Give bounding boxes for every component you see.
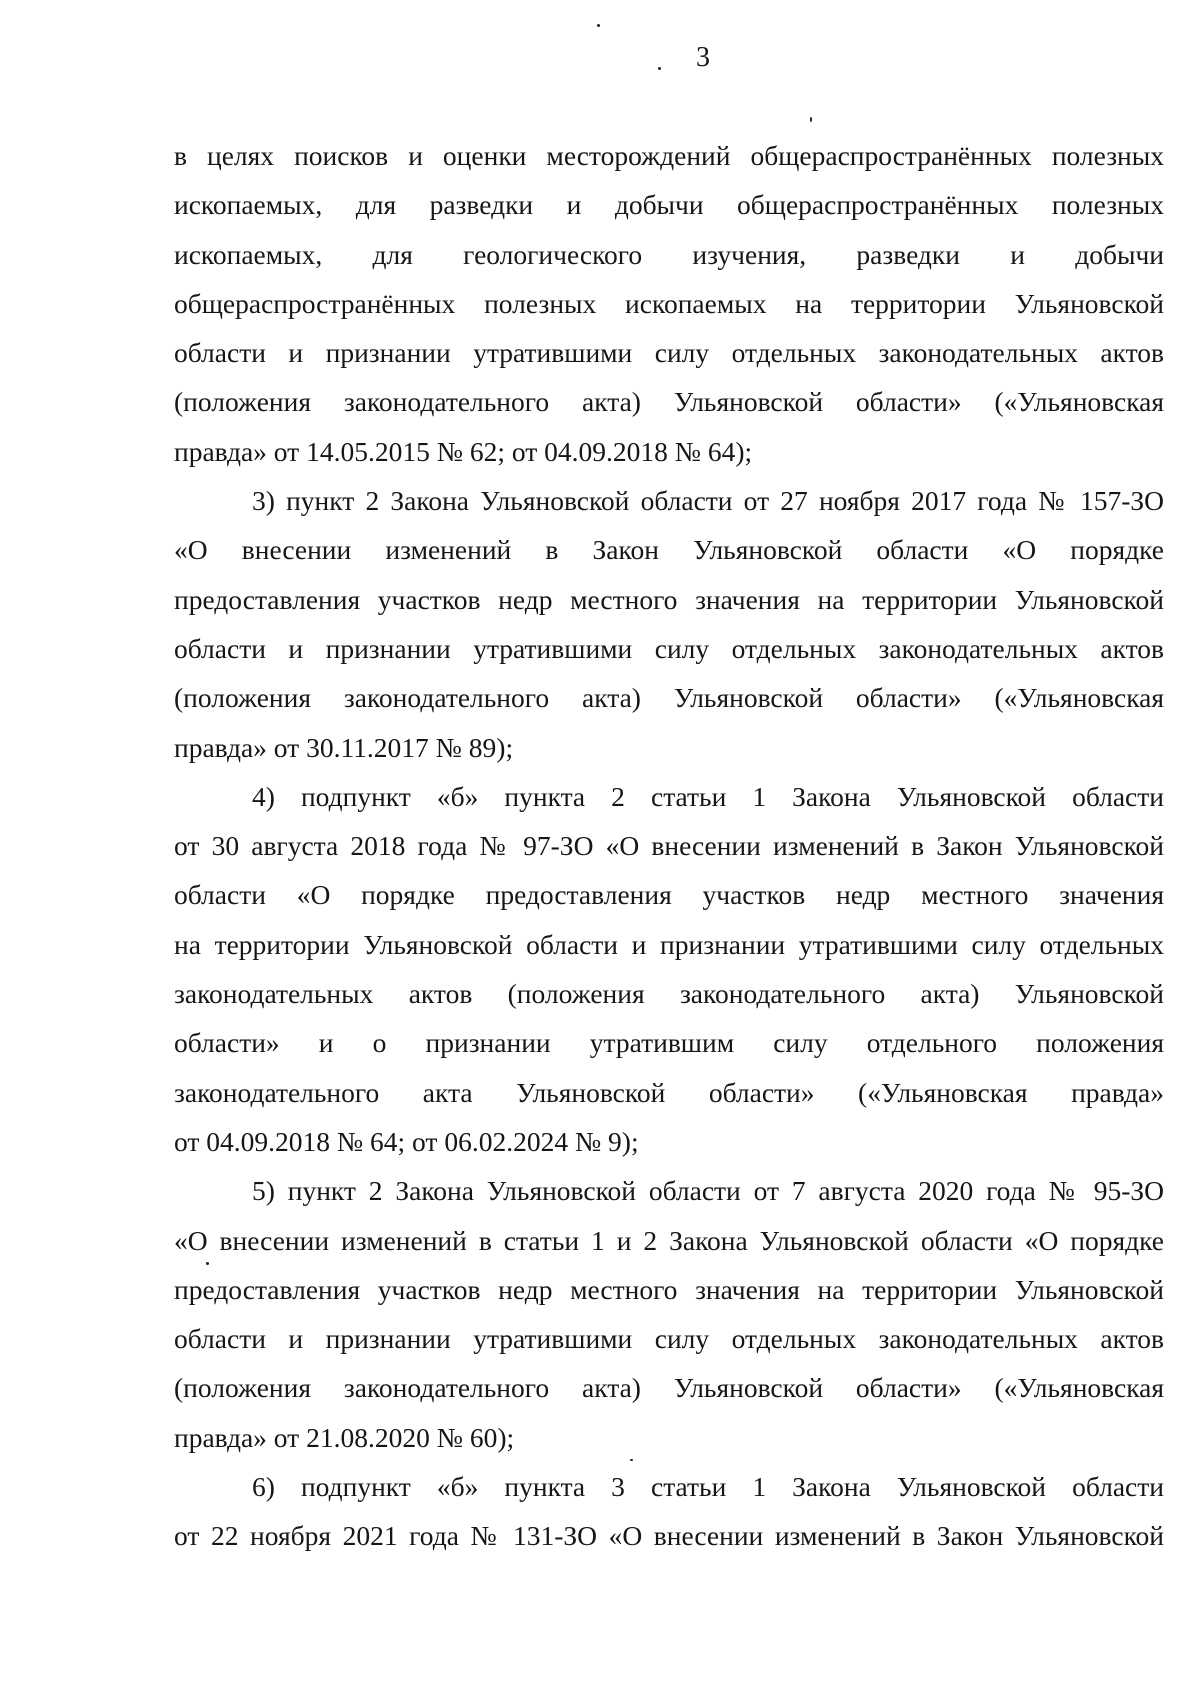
text-line: предоставления участков недр местного значения на территории Ульяновской — [174, 1273, 1164, 1305]
text-line: 5) пункт 2 Закона Ульяновской области от 7 августа 2020 года № 95-ЗО — [252, 1175, 1164, 1207]
text-line: в целях поисков и оценки месторождений общераспространённых полезных — [174, 140, 1164, 171]
para-continuation — [174, 131, 1164, 476]
text-line: от 04.09.2018 № 64; от 06.02.2024 № 9); — [174, 1125, 639, 1157]
text-line: на территории Ульяновской области и признании утратившими силу отдельных — [174, 928, 1164, 960]
para-item-4 — [174, 772, 1164, 1166]
para-item-3 — [174, 476, 1164, 772]
text-line: законодательного акта Ульяновской области» («Ульяновская правда» — [174, 1076, 1164, 1108]
para-item-6 — [174, 1462, 1164, 1561]
scan-speck — [658, 67, 661, 70]
para-item-5 — [174, 1166, 1164, 1462]
text-line: области» и о признании утратившим силу отдельного положения — [174, 1027, 1164, 1059]
text-line: правда» от 14.05.2015 № 62; от 04.09.2018 № 64); — [174, 435, 753, 467]
text-line: «О внесении изменений в статьи 1 и 2 Закона Ульяновской области «О порядке — [174, 1224, 1164, 1256]
text-line: от 22 ноября 2021 года № 131-ЗО «О внесении изменений в Закон Ульяновской — [174, 1520, 1164, 1552]
text-line: (положения законодательного акта) Ульяновской области» («Ульяновская — [174, 682, 1164, 714]
text-line: (положения законодательного акта) Ульяновской области» («Ульяновская — [174, 386, 1164, 418]
text-line: области и признании утратившими силу отдельных законодательных актов — [174, 632, 1164, 664]
text-line: правда» от 21.08.2020 № 60); — [174, 1421, 515, 1453]
page-number: 3 — [696, 42, 710, 73]
text-line: предоставления участков недр местного значения на территории Ульяновской — [174, 583, 1164, 615]
document-body — [174, 131, 1164, 1561]
text-line: от 30 августа 2018 года № 97-ЗО «О внесении изменений в Закон Ульяновской — [174, 830, 1164, 862]
text-line: законодательных актов (положения законодательного акта) Ульяновской — [174, 978, 1164, 1010]
text-line: общераспространённых полезных ископаемых на территории Ульяновской — [174, 287, 1164, 319]
scan-speck — [597, 24, 600, 27]
text-line: 6) подпункт «б» пункта 3 статьи 1 Закона Ульяновской области — [252, 1471, 1164, 1503]
text-line: 3) пункт 2 Закона Ульяновской области от 27 ноября 2017 года № 157-ЗО — [252, 485, 1164, 517]
text-line: ископаемых, для разведки и добычи общераспространённых полезных — [174, 189, 1164, 221]
text-line: правда» от 30.11.2017 № 89); — [174, 731, 514, 763]
text-line: области и признании утратившими силу отдельных законодательных актов — [174, 1323, 1164, 1355]
text-line: области и признании утратившими силу отдельных законодательных актов — [174, 337, 1164, 369]
scan-speck — [810, 117, 812, 122]
text-line: ископаемых, для геологического изучения, разведки и добычи — [174, 238, 1164, 270]
text-line: области «О порядке предоставления участков недр местного значения — [174, 879, 1164, 911]
text-line: «О внесении изменений в Закон Ульяновской области «О порядке — [174, 534, 1164, 566]
text-line: 4) подпункт «б» пункта 2 статьи 1 Закона Ульяновской области — [252, 780, 1164, 812]
text-line: (положения законодательного акта) Ульяновской области» («Ульяновская — [174, 1372, 1164, 1404]
